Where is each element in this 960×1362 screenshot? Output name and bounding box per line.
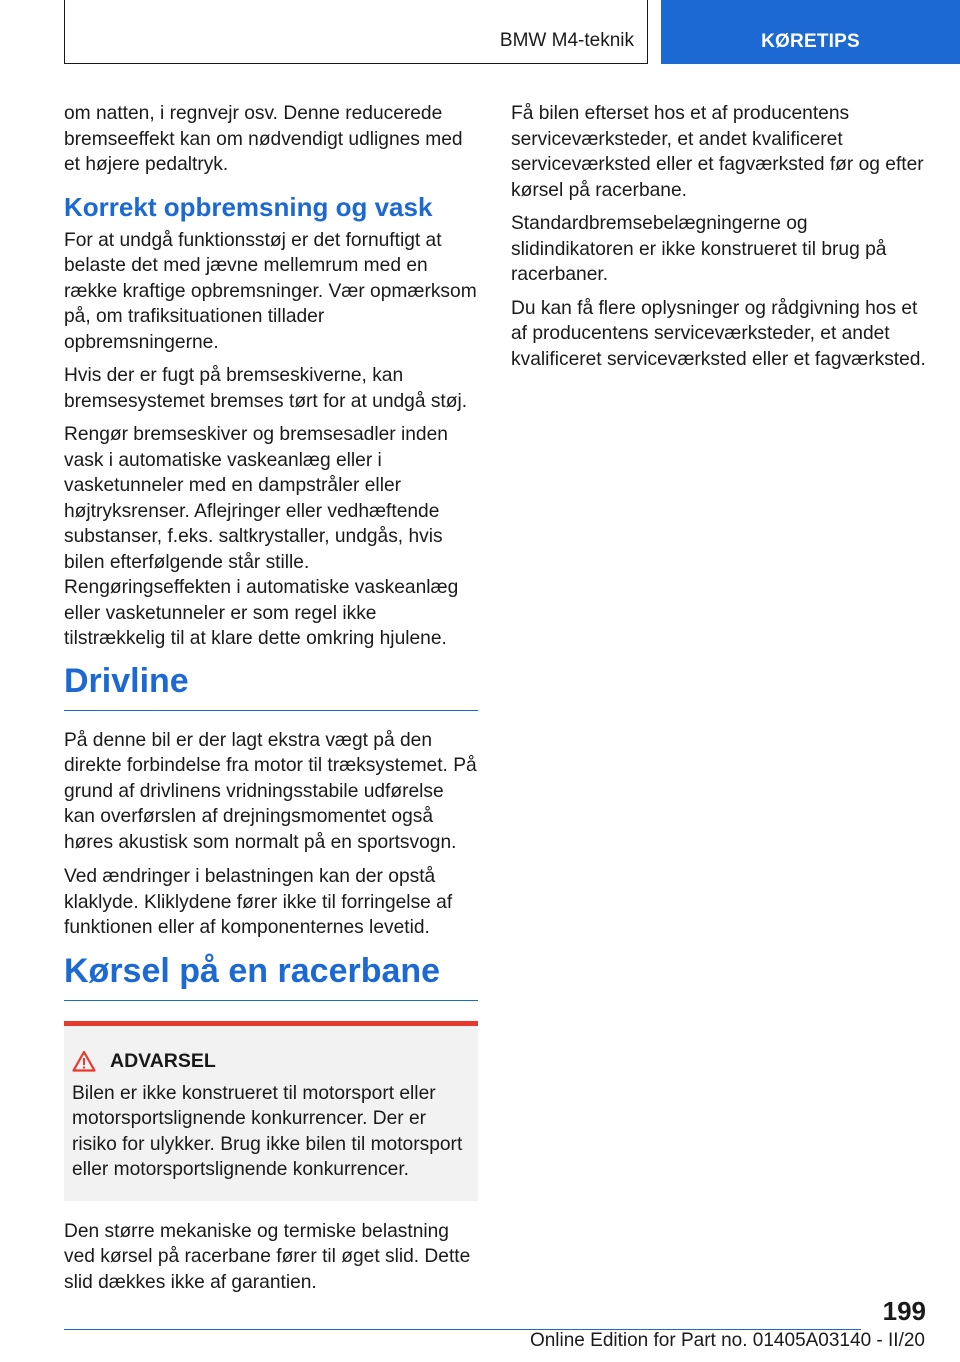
right-paragraph-2: Standardbremsebelægningerne og slidindikatoren er ikke konstrueret til brug på racerbaner. (511, 213, 887, 285)
section-heading-race-track: Kørsel på en racerbane (64, 950, 478, 1001)
intro-paragraph: om natten, i regnvejr osv. Denne reducerede bremseeffekt kan om nødvendigt udlignes med et højere pedaltryk. (64, 103, 463, 175)
right-paragraph-3: Du kan få flere oplysninger og rådgivning hos et af producentens serviceværksteder, et andet kvalificeret serviceværksted eller et fagværksted. (511, 297, 926, 370)
footer-edition-text: Online Edition for Part no. 01405A03140 - II/20 (529, 1330, 925, 1351)
race-paragraph: Den større mekaniske og termiske belastning ved kørsel på racerbane fører til øget slid. Dette slid dækkes ikke af garantien. (64, 1220, 471, 1293)
braking-paragraph-3: Rengør bremseskiver og bremsesadler inden vask i automatiske vaskeanlæg eller i vasketunneler med en dampstråler eller højtryksrenser. Aflejringer eller vedhæftende substanser, f.eks. saltkrystaller, undgås, hvis bilen efterfølgende står stille. Rengøringseffekten i automatiske vaskeanlæg eller vasketunneler er som regel ikke tilstrækkelig til at klare dette omkring hjulene. (64, 424, 459, 649)
section-heading-drivline: Drivline (64, 660, 478, 711)
warning-title: ADVARSEL (110, 1049, 216, 1072)
drivline-paragraph-1: På denne bil er der lagt ekstra vægt på den direkte forbindelse fra motor til træksystemet. På grund af drivlinens vridningsstabile udførelse kan overførslen af drejningsmomentet også høres akustisk som normalt på en sportsvogn. (64, 729, 477, 853)
left-column (64, 101, 478, 1304)
chapter-title: KØRETIPS (761, 31, 860, 52)
warning-text: Bilen er ikke konstrueret til motorsport eller motorsportslignende konkurrencer. Der er risiko for ulykker. Brug ikke bilen til motorsport eller motorsportslignende konkurrencer. (72, 1082, 463, 1180)
drivline-paragraph-2: Ved ændringer i belastningen kan der opstå klaklyde. Kliklydene fører ikke til forringelse af funktionen eller af komponenternes levetid. (64, 866, 453, 938)
warning-title-row (72, 1050, 470, 1073)
subsection-heading-braking: Korrekt opbremsning og vask (64, 191, 433, 222)
right-column (511, 101, 929, 380)
braking-paragraph-1: For at undgå funktionsstøj er det fornuftigt at belaste det med jævne mellemrum med en række kraftige opbremsninger. Vær opmærksom på, om trafiksituationen tillader opbremsningerne. (64, 229, 477, 353)
warning-triangle-icon (72, 1050, 96, 1072)
header-book-title-box (64, 0, 648, 64)
book-title: BMW M4-teknik (499, 30, 634, 51)
braking-paragraph-2: Hvis der er fugt på bremseskiverne, kan bremsesystemet bremses tørt for at undgå støj. (64, 365, 468, 412)
warning-box (64, 1021, 478, 1201)
page-number: 199 (882, 1296, 926, 1326)
right-paragraph-1: Få bilen efterset hos et af producentens serviceværksteder, et andet kvalificeret serviceværksted eller et fagværksted før og efter kørsel på racerbane. (511, 103, 924, 201)
header-chapter-tab[interactable] (661, 0, 960, 64)
